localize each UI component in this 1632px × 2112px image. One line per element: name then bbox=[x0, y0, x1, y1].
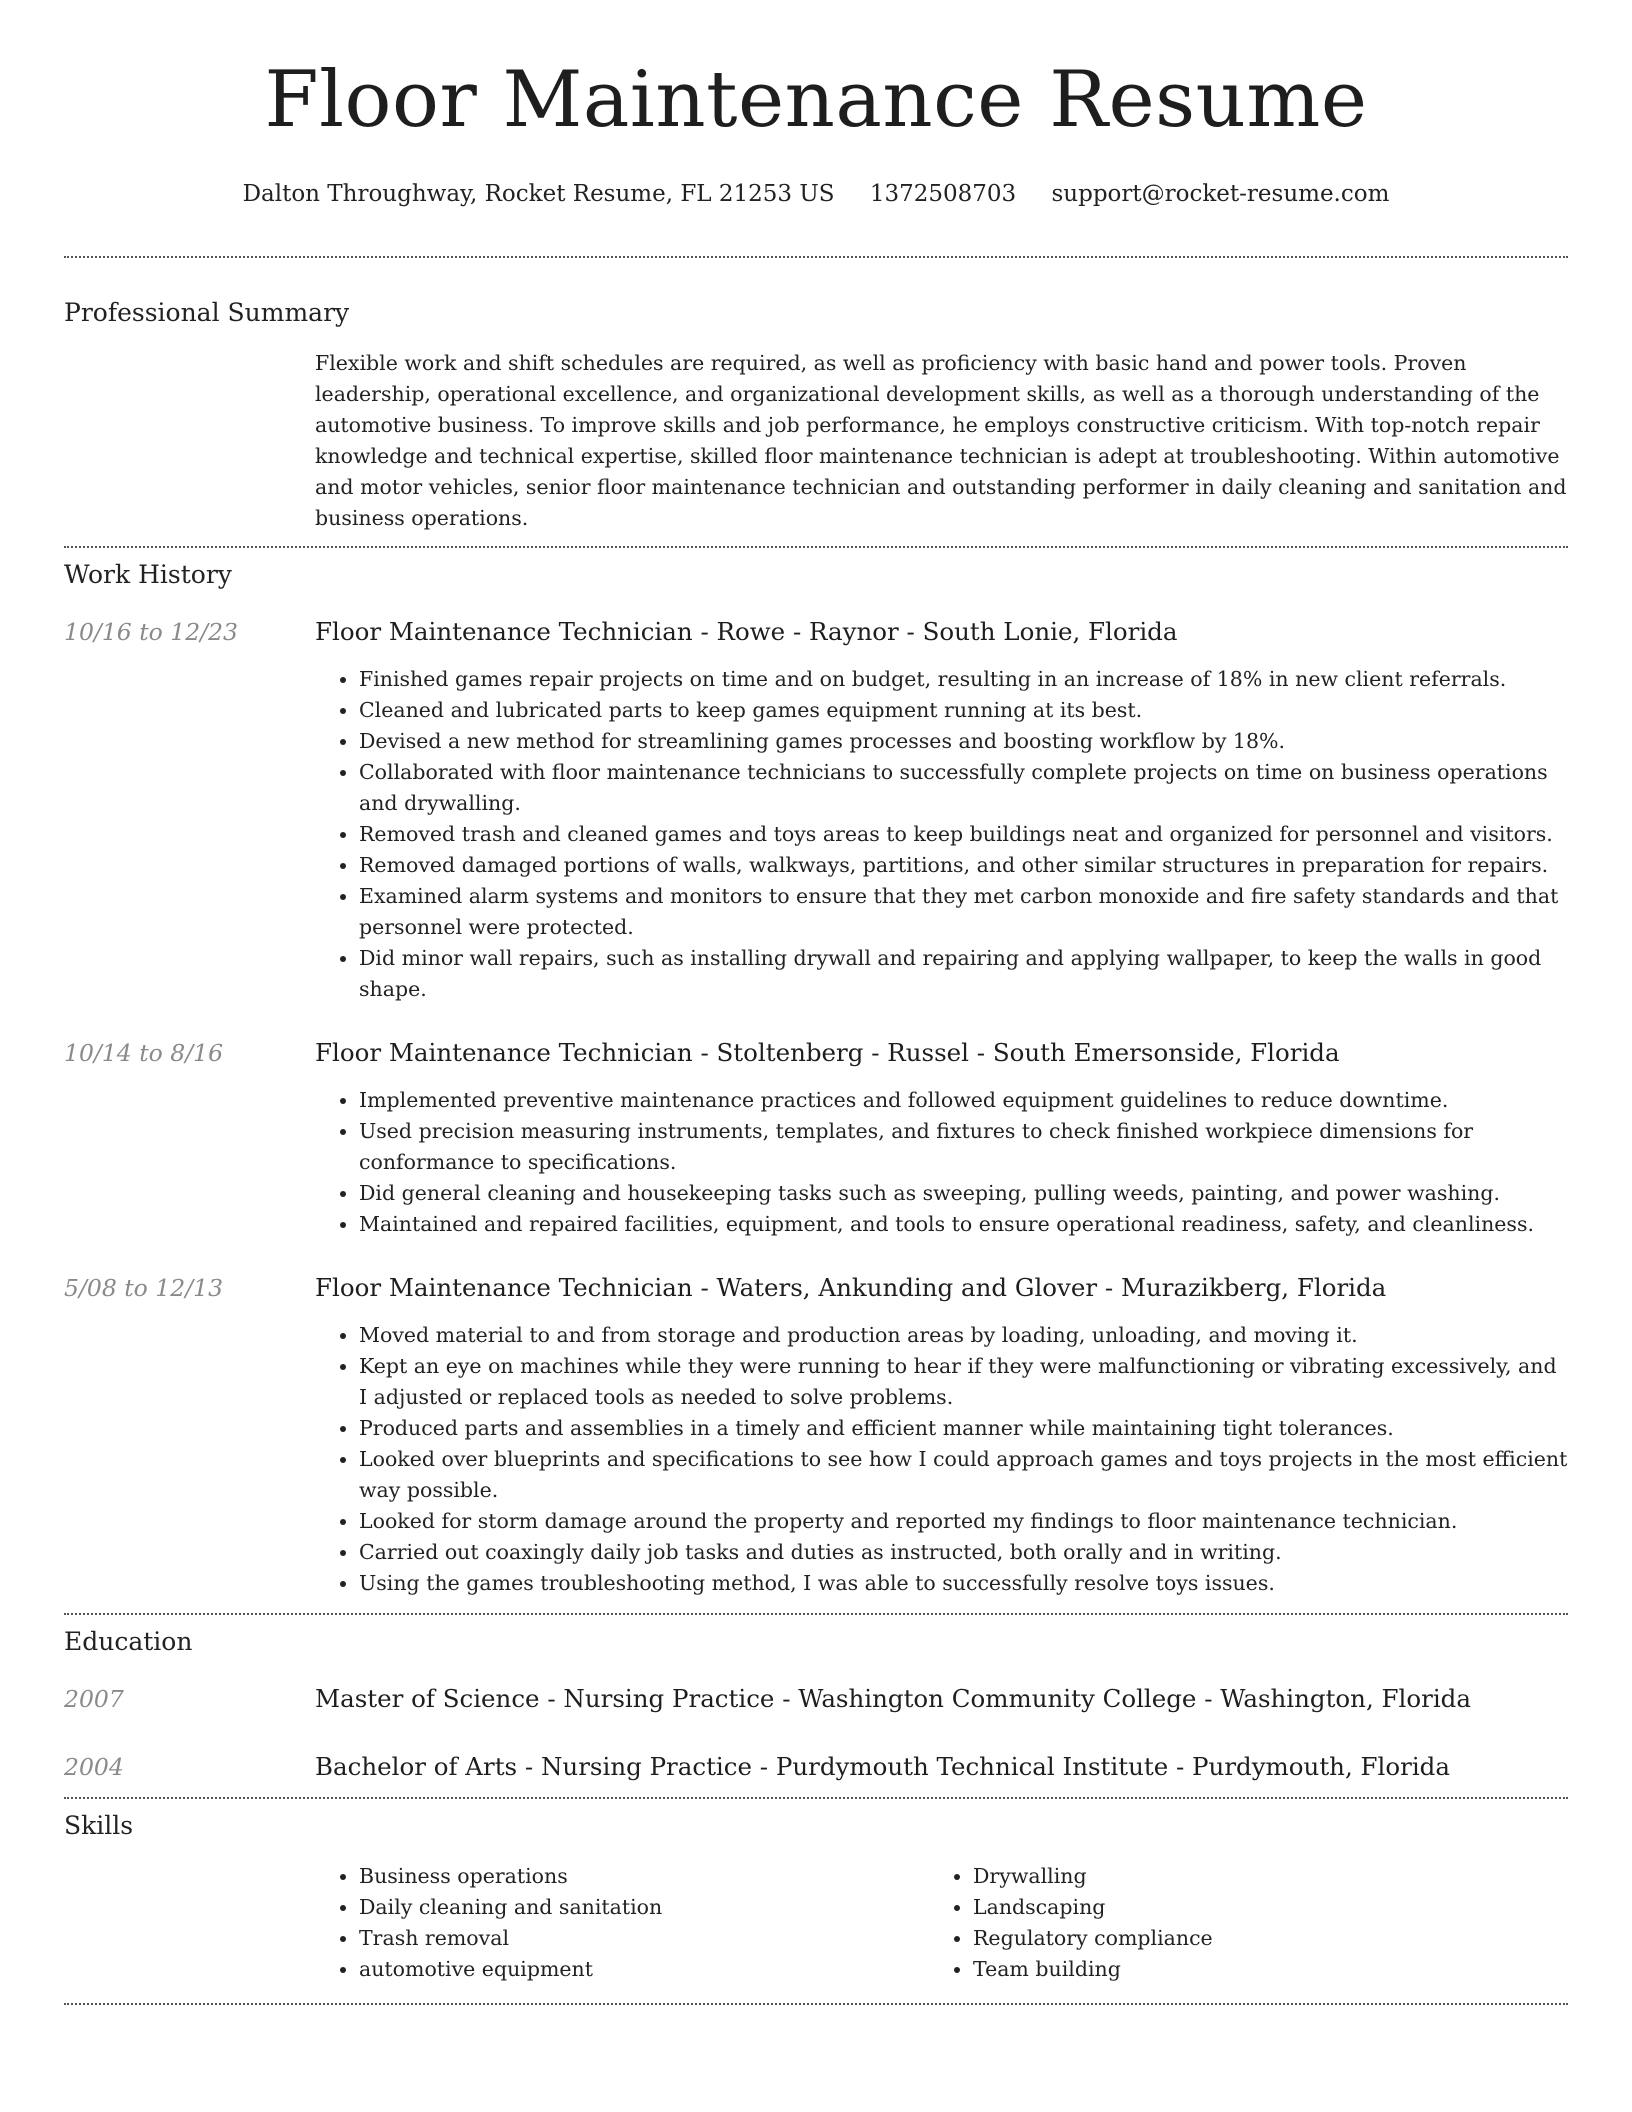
education-title: Bachelor of Arts - Nursing Practice - Purdymouth Technical Institute - Purdymouth, Florida bbox=[315, 1752, 1450, 1781]
section-divider bbox=[64, 256, 1568, 258]
job-entry bbox=[64, 1037, 1568, 1240]
skill-item: • Drywalling bbox=[973, 1861, 1543, 1892]
education-heading: Education bbox=[64, 1627, 193, 1656]
list-item: • Used precision measuring instruments, templates, and fixtures to check finished workpiece dimensions for conformance to specifications. bbox=[359, 1116, 1568, 1178]
list-item: • Did general cleaning and housekeeping tasks such as sweeping, pulling weeds, painting, and power washing. bbox=[359, 1178, 1568, 1209]
work-history-heading: Work History bbox=[64, 560, 232, 589]
education-section bbox=[64, 1625, 1568, 1783]
list-item: • Using the games troubleshooting method, I was able to successfully resolve toys issues. bbox=[359, 1568, 1568, 1599]
summary-text: Flexible work and shift schedules are required, as well as proficiency with basic hand and power tools. Proven leadership, operational excellence, and organizational development skills, as well as a thorough understanding of the automotive business. To improve skills and job performance, he employs constructive criticism. With top-notch repair knowledge and technical expertise, skilled floor maintenance technician is adept at troubleshooting. Within automotive and motor vehicles, senior floor maintenance technician and outstanding performer in daily cleaning and sanitation and business operations. bbox=[315, 351, 1567, 530]
education-year: 2004 bbox=[64, 1753, 124, 1781]
skill-item: • Business operations bbox=[359, 1861, 929, 1892]
contact-email: support@rocket-resume.com bbox=[1051, 181, 1390, 207]
list-item: • Examined alarm systems and monitors to ensure that they met carbon monoxide and fire safety standards and that personnel were protected. bbox=[359, 881, 1568, 943]
list-item: • Maintained and repaired facilities, equipment, and tools to ensure operational readiness, safety, and cleanliness. bbox=[359, 1209, 1568, 1240]
job-bullets bbox=[315, 1085, 1568, 1240]
job-dates: 5/08 to 12/13 bbox=[64, 1274, 224, 1302]
job-title: Floor Maintenance Technician - Waters, Ankunding and Glover - Murazikberg, Florida bbox=[315, 1273, 1387, 1302]
list-item: • Removed damaged portions of walls, walkways, partitions, and other similar structures in preparation for repairs. bbox=[359, 850, 1568, 881]
job-bullets bbox=[315, 1320, 1568, 1599]
list-item: • Kept an eye on machines while they were running to hear if they were malfunctioning or vibrating excessively, and I adjusted or replaced tools as needed to solve problems. bbox=[359, 1351, 1568, 1413]
contact-address: Dalton Throughway, Rocket Resume, FL 21253 US bbox=[242, 181, 835, 207]
skills-list-left bbox=[315, 1861, 929, 1985]
job-entry bbox=[64, 1272, 1568, 1599]
list-item: • Carried out coaxingly daily job tasks and duties as instructed, both orally and in writing. bbox=[359, 1537, 1568, 1568]
skills-heading: Skills bbox=[64, 1811, 134, 1840]
section-divider bbox=[64, 546, 1568, 548]
job-dates: 10/14 to 8/16 bbox=[64, 1039, 224, 1067]
skills-section bbox=[64, 1809, 1568, 1985]
list-item: • Devised a new method for streamlining games processes and boosting workflow by 18%. bbox=[359, 726, 1568, 757]
skill-item: • Landscaping bbox=[973, 1892, 1543, 1923]
job-bullets bbox=[315, 664, 1568, 1005]
section-divider bbox=[64, 2003, 1568, 2005]
job-dates: 10/16 to 12/23 bbox=[64, 618, 238, 646]
job-entry bbox=[64, 616, 1568, 1005]
skill-item: • automotive equipment bbox=[359, 1954, 929, 1985]
contact-phone: 1372508703 bbox=[869, 181, 1017, 207]
list-item: • Finished games repair projects on time and on budget, resulting in an increase of 18% in new client referrals. bbox=[359, 664, 1568, 695]
summary-section bbox=[64, 296, 1568, 534]
list-item: • Moved material to and from storage and production areas by loading, unloading, and moving it. bbox=[359, 1320, 1568, 1351]
list-item: • Did minor wall repairs, such as installing drywall and repairing and applying wallpaper, to keep the walls in good shape. bbox=[359, 943, 1568, 1005]
work-history-section bbox=[64, 558, 1568, 1599]
skill-item: • Daily cleaning and sanitation bbox=[359, 1892, 929, 1923]
skill-item: • Regulatory compliance bbox=[973, 1923, 1543, 1954]
section-divider bbox=[64, 1797, 1568, 1799]
job-title: Floor Maintenance Technician - Rowe - Raynor - South Lonie, Florida bbox=[315, 617, 1178, 646]
list-item: • Cleaned and lubricated parts to keep games equipment running at its best. bbox=[359, 695, 1568, 726]
skills-grid bbox=[315, 1861, 1568, 1985]
contact-line bbox=[64, 178, 1568, 210]
list-item: • Implemented preventive maintenance practices and followed equipment guidelines to reduce downtime. bbox=[359, 1085, 1568, 1116]
list-item: • Produced parts and assemblies in a timely and efficient manner while maintaining tight tolerances. bbox=[359, 1413, 1568, 1444]
skills-list-right bbox=[929, 1861, 1543, 1985]
list-item: • Removed trash and cleaned games and toys areas to keep buildings neat and organized for personnel and visitors. bbox=[359, 819, 1568, 850]
resume-page bbox=[64, 0, 1568, 2005]
list-item: • Looked for storm damage around the property and reported my findings to floor maintenance technician. bbox=[359, 1506, 1568, 1537]
summary-heading: Professional Summary bbox=[64, 298, 350, 327]
education-entry bbox=[64, 1751, 1568, 1783]
education-year: 2007 bbox=[64, 1685, 124, 1713]
education-title: Master of Science - Nursing Practice - Washington Community College - Washington, Florida bbox=[315, 1684, 1471, 1713]
skill-item: • Team building bbox=[973, 1954, 1543, 1985]
list-item: • Collaborated with floor maintenance technicians to successfully complete projects on time on business operations and drywalling. bbox=[359, 757, 1568, 819]
list-item: • Looked over blueprints and specifications to see how I could approach games and toys projects in the most efficient way possible. bbox=[359, 1444, 1568, 1506]
job-title: Floor Maintenance Technician - Stoltenberg - Russel - South Emersonside, Florida bbox=[315, 1038, 1340, 1067]
section-divider bbox=[64, 1613, 1568, 1615]
skill-item: • Trash removal bbox=[359, 1923, 929, 1954]
education-entry bbox=[64, 1683, 1568, 1715]
resume-title: Floor Maintenance Resume bbox=[264, 55, 1368, 145]
